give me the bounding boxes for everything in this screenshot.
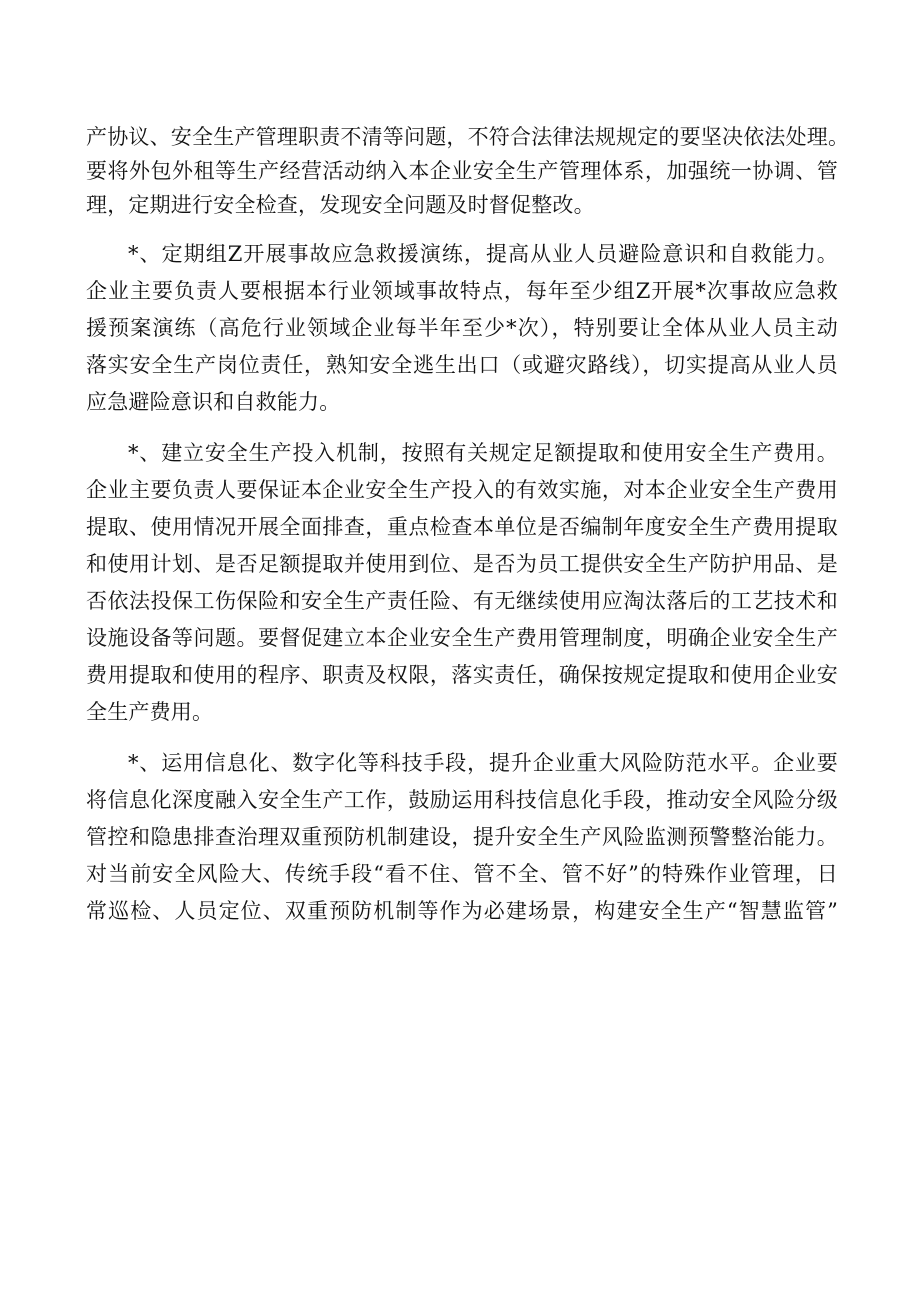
paragraph-line: *、运用信息化、数字化等科技手段，提升企业重大风险防范水平。企业要 [128, 751, 838, 775]
paragraph-1 [86, 120, 850, 222]
paragraph-line: 常巡检、人员定位、双重预防机制等作为必建场景，构建安全生产“智慧监管” [86, 899, 838, 923]
paragraph-3 [86, 435, 838, 731]
paragraph-gap [86, 421, 838, 435]
paragraph-line: 产协议、安全生产管理职责不清等问题，不符合法律法规规定的要坚决依法处理。 [86, 125, 850, 149]
paragraph-line: 企业主要负责人要根据本行业领域事故特点，每年至少组Z开展*次事故应急救 [86, 279, 838, 303]
paragraph-line: 企业主要负责人要保证本企业安全生产投入的有效实施，对本企业安全生产费用 [86, 478, 838, 502]
paragraph-line: 要将外包外租等生产经营活动纳入本企业安全生产管理体系，加强统一协调、管 [86, 159, 838, 183]
paragraph-line: 落实安全生产岗位责任，熟知安全逃生出口（或避灾路线），切实提高从业人员 [86, 353, 838, 377]
paragraph-line: 理，定期进行安全检查，发现安全问题及时督促整改。 [86, 193, 595, 217]
paragraph-line: 将信息化深度融入安全生产工作，鼓励运用科技信息化手段，推动安全风险分级 [86, 788, 838, 812]
paragraph-line: 费用提取和使用的程序、职责及权限，落实责任，确保按规定提取和使用企业安 [86, 663, 838, 687]
paragraph-line: *、定期组Z开展事故应急救援演练，提高从业人员避险意识和自救能力。 [128, 242, 838, 266]
paragraph-line: 提取、使用情况开展全面排查，重点检查本单位是否编制年度安全生产费用提取 [86, 515, 838, 539]
paragraph-line: 设施设备等问题。要督促建立本企业安全生产费用管理制度，明确企业安全生产 [86, 626, 838, 650]
paragraph-gap [86, 731, 838, 745]
paragraph-line: 和使用计划、是否足额提取并使用到位、是否为员工提供安全生产防护用品、是 [86, 552, 838, 576]
paragraph-4 [86, 745, 838, 930]
paragraph-line: *、建立安全生产投入机制，按照有关规定足额提取和使用安全生产费用。 [128, 441, 838, 465]
paragraph-line: 否依法投保工伤保险和安全生产责任险、有无继续使用应淘汰落后的工艺技术和 [86, 589, 838, 613]
paragraph-line: 援预案演练（高危行业领域企业每半年至少*次），特别要让全体从业人员主动 [86, 316, 838, 340]
paragraph-line: 对当前安全风险大、传统手段“看不住、管不全、管不好”的特殊作业管理，日 [86, 862, 838, 886]
paragraph-line: 管控和隐患排查治理双重预防机制建设，提升安全生产风险监测预警整治能力。 [86, 825, 838, 849]
paragraph-2 [86, 236, 838, 421]
document-page [86, 120, 850, 930]
paragraph-line: 全生产费用。 [86, 700, 214, 724]
paragraph-gap [86, 222, 838, 236]
paragraph-line: 应急避险意识和自救能力。 [86, 390, 341, 414]
